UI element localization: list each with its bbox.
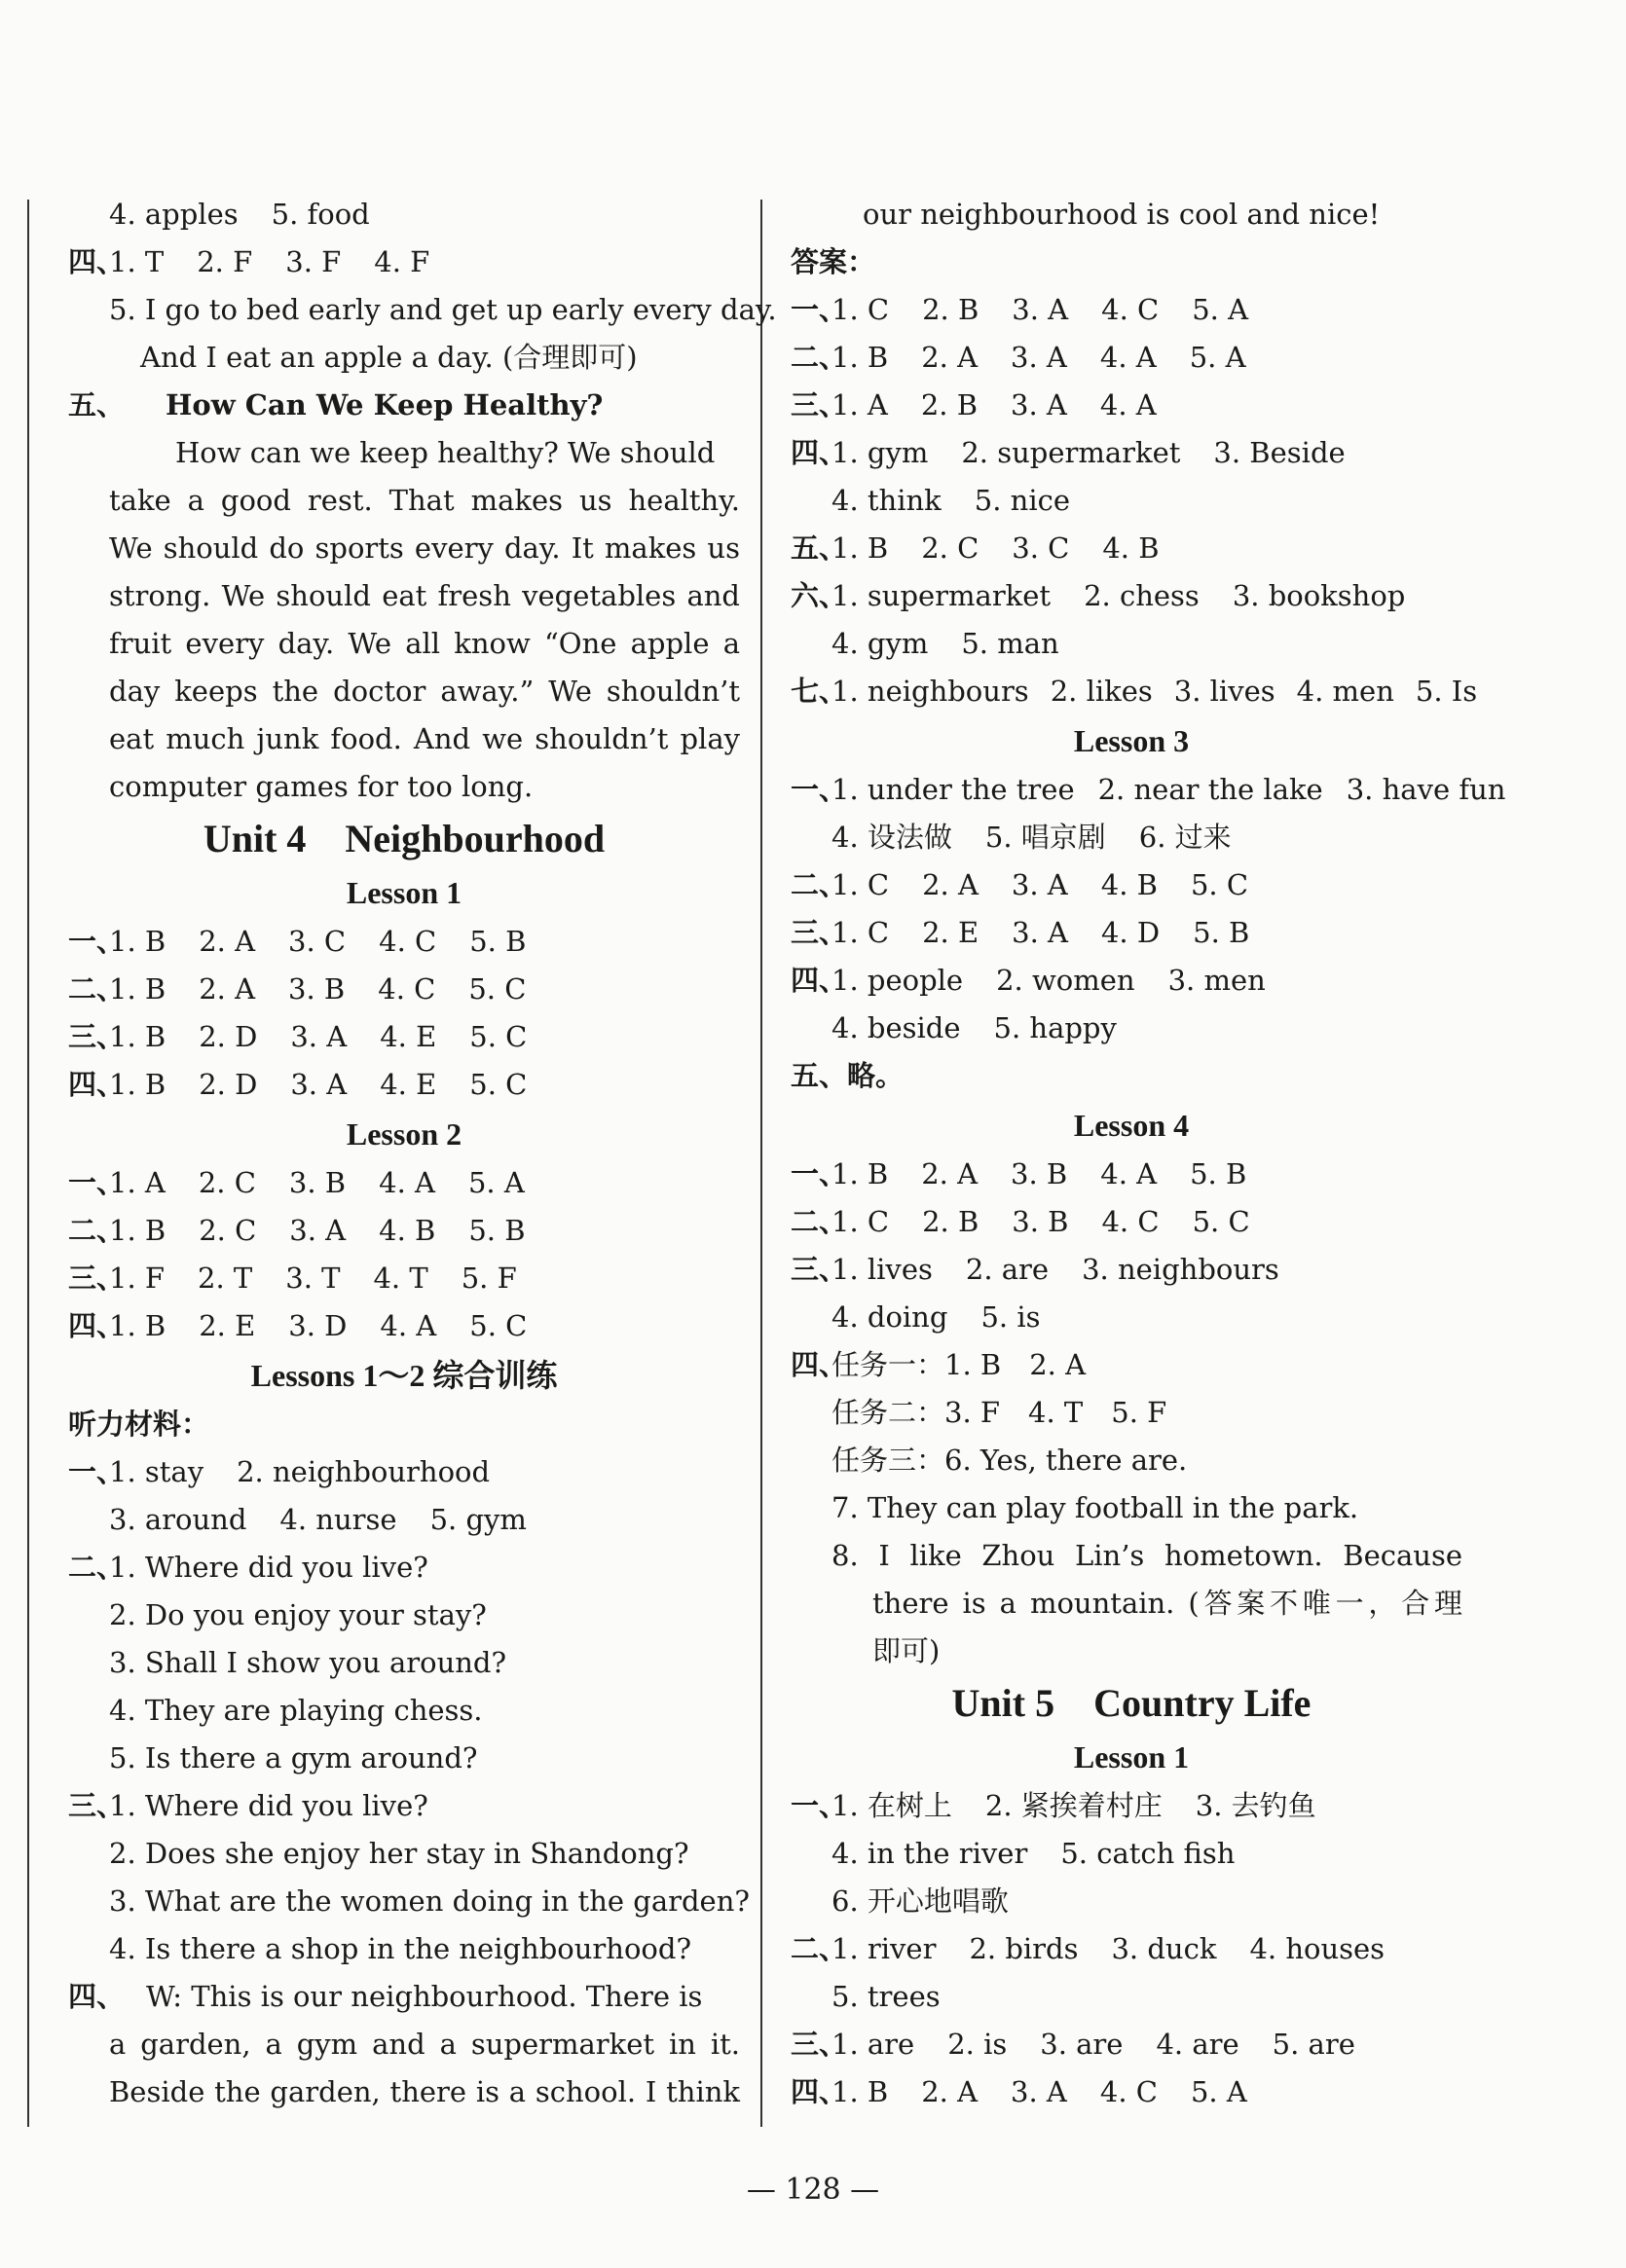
answer-line: 三、1. lives 2. are 3. neighbours [791,1253,1279,1286]
answer-line: 5. Is there a gym around? [109,1741,478,1774]
answer-line: And I eat an apple a day. (合理即可) [140,341,638,374]
answer-line: 四、1. T 2. F 3. F 4. F [68,238,740,286]
answer-line: 7. They can play football in the park. [831,1491,1359,1524]
answer-line: 四、1. gym 2. supermarket 3. Beside [791,436,1346,469]
answer-line: 四、1. people 2. women 3. men [791,964,1266,997]
lesson-heading: Lesson 1 [1073,1739,1190,1774]
essay-line: strong. We should eat fresh vegetables and [109,579,740,612]
answer-line: 任务二：3. F 4. T 5. F [831,1396,1167,1429]
answer-line: 一、1. stay 2. neighbourhood [68,1455,491,1488]
essay-line: take a good rest. That makes us healthy. [109,484,740,517]
answer-line: 4. 设法做 5. 唱京剧 6. 过来 [831,821,1232,854]
answer-line: 三、1. C 2. E 3. A 4. D 5. B [791,916,1250,949]
lesson-heading: Lesson 3 [1073,723,1190,758]
answer-line: 4. in the river 5. catch fish [831,1837,1236,1870]
answer-line: 3. around 4. nurse 5. gym [109,1503,527,1536]
answer-line: 三、1. Where did you live? [68,1789,428,1822]
essay-title: How Can We Keep Healthy? [166,388,604,421]
answer-line: a garden, a gym and a supermarket in it. [109,2028,740,2061]
answer-line: 8. I like Zhou Lin’s hometown. Because [831,1539,1462,1572]
answer-line: 二、1. C 2. A 3. A 4. B 5. C [791,868,1249,901]
answer-line: 3. What are the women doing in the garden? [109,1884,750,1918]
answer-line: 一、1. C 2. B 3. A 4. C 5. A [791,293,1249,326]
answer-line: 4. beside 5. happy [831,1011,1117,1044]
answer-line: 5. trees [831,1980,941,2013]
answer-line: 6. 开心地唱歌 [831,1884,1009,1918]
answer-line: 三、1. B 2. D 3. A 4. E 5. C [68,1020,528,1053]
answer-line: 四、1. B 2. E 3. D 4. A 5. C [68,1309,528,1342]
lesson-heading: Lesson 2 [346,1116,462,1152]
essay-line: fruit every day. We all know “One apple a [109,627,740,660]
page-number: — 128 — [746,2173,880,2207]
section-mark: 五、 [68,388,126,421]
answer-line: our neighbourhood is cool and nice! [863,198,1381,231]
answer-line: 七、1. neighbours 2. likes 3. lives 4. men 5. Is [791,675,1478,708]
left-margin-rule [27,200,29,2127]
essay-line: We should do sports every day. It makes us [109,531,740,565]
review-heading: Lessons 1～2 综合训练 [250,1358,558,1393]
answers-label: 答案： [791,245,876,278]
answer-line: 三、1. F 2. T 3. T 4. T 5. F [68,1262,517,1295]
answer-line: 4. They are playing chess. [109,1694,483,1727]
answer-line: 4. Is there a shop in the neighbourhood? [109,1932,691,1965]
answer-line: 一、1. under the tree 2. near the lake 3. have fun [791,773,1506,806]
lesson-heading: Lesson 4 [1073,1108,1190,1143]
answer-line: 一、1. B 2. A 3. C 4. C 5. B [68,925,527,958]
essay-title-line [68,382,740,429]
section-mark: 四、 [68,245,126,278]
answer-line: there is a mountain. (答案不唯一，合理 [872,1587,1462,1620]
answer-line: 三、1. are 2. is 3. are 4. are 5. are [791,2028,1355,2061]
answer-line: 四、 W: This is our neighbourhood. There is [68,1980,703,2013]
answer-line: 四、任务一：1. B 2. A [791,1348,1087,1381]
unit-heading: Unit 4 Neighbourhood [203,817,606,860]
answer-line: 任务三：6. Yes, there are. [831,1444,1188,1477]
answer-line: 4. doing 5. is [831,1300,1041,1334]
unit-heading: Unit 5 Country Life [951,1681,1312,1725]
answer-line: 二、1. B 2. A 3. A 4. A 5. A [791,341,1246,374]
answer-line: 四、1. B 2. A 3. A 4. C 5. A [791,2075,1247,2108]
answer-line: Beside the garden, there is a school. I think [109,2075,740,2108]
answer-line: 二、1. B 2. C 3. A 4. B 5. B [68,1214,526,1247]
answer-line: 3. Shall I show you around? [109,1646,507,1679]
essay-line: eat much junk food. And we shouldn’t play [109,722,740,755]
answer-line: 二、1. Where did you live? [68,1551,428,1584]
answer-line: 二、1. river 2. birds 3. duck 4. houses [791,1932,1386,1965]
essay-line: computer games for too long. [109,770,534,803]
answer-line: 一、1. A 2. C 3. B 4. A 5. A [68,1166,525,1199]
essay-line: day keeps the doctor away.” We shouldn’t [109,675,740,708]
listening-label: 听力材料： [68,1408,210,1441]
right-column [791,191,1506,2116]
answer-line: 2. Do you enjoy your stay? [109,1598,487,1631]
answer-line: 4. gym 5. man [831,627,1059,660]
column-divider [760,200,762,2127]
answer-line: 二、1. C 2. B 3. B 4. C 5. C [791,1205,1250,1238]
answer-line: 二、1. B 2. A 3. B 4. C 5. C [68,972,527,1006]
essay-line: How can we keep healthy? We should [175,436,716,469]
answer-line: 三、1. A 2. B 3. A 4. A [791,388,1157,421]
answer-line: 五、略。 [791,1059,905,1092]
answer-line: 六、1. supermarket 2. chess 3. bookshop [791,579,1406,612]
lesson-heading: Lesson 1 [346,875,462,910]
answer-line: 五、1. B 2. C 3. C 4. B [791,531,1160,565]
answer-line: 一、1. 在树上 2. 紧挨着村庄 3. 去钓鱼 [791,1789,1316,1822]
answer-line: 4. apples 5. food [109,198,370,231]
answer-line: 4. think 5. nice [831,484,1070,517]
answer-line: 2. Does she enjoy her stay in Shandong? [109,1837,689,1870]
answer-line: 即可) [872,1634,941,1667]
answer-line: 四、1. B 2. D 3. A 4. E 5. C [68,1068,528,1101]
answer-line: 5. I go to bed early and get up early every day. [109,293,777,326]
answer-line: 一、1. B 2. A 3. B 4. A 5. B [791,1157,1247,1190]
left-column [68,191,777,2116]
